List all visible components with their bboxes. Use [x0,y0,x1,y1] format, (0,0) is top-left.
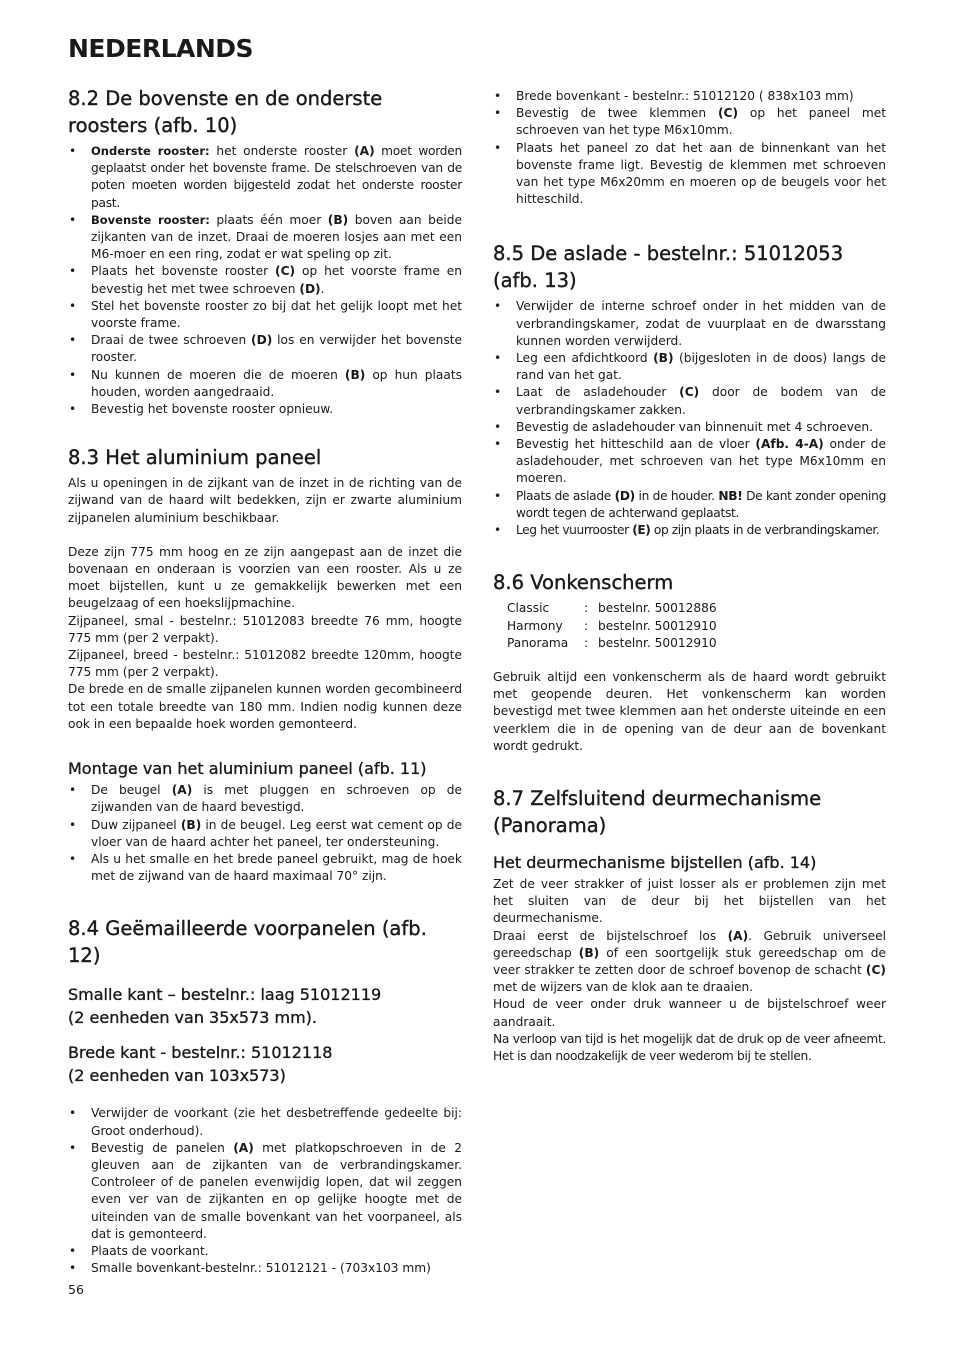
section-8-5 [493,240,886,539]
list-item: • Brede bovenkant - bestelnr.: 51012120 ( 838x103 mm) [493,88,886,105]
list-item: • Als u het smalle en het brede paneel gebruikt, mag de hoek met de zijwand van de haard maximaal 70° zijn. [68,851,462,885]
list-item: • Draai de twee schroeven (D) los en verwijder het bovenste rooster. [68,332,462,366]
section-8-2 [68,85,462,418]
list-item: • Verwijder de interne schroef onder in het midden van de verbrandingskamer, zodat de vuurplaat en de dwarsstang kunnen worden verwijderd. [493,298,886,350]
section-8-7-p2: Draai eerst de bijstelschroef los (A). Gebruik universeel gereedschap (B) of een soortgelijk stuk gereedschap om de veer strakker te zetten door de schroef bovenop de schacht (C) met de wijzers van de klok aan te draaien. [493,928,886,995]
list-item: • Duw zijpaneel (B) in de beugel. Leg eerst wat cement op de vloer van de haard achter het paneel, ter ondersteuning. [68,817,462,851]
section-8-3-wide-panel: Zijpaneel, breed - bestelnr.: 51012082 breedte 120mm, hoogte 775 mm (per 2 verpakt). [68,648,462,680]
section-8-3-dimensions: Deze zijn 775 mm hoog en ze zijn aangepast aan de inzet die bovenaan en onderaan is voorzien van een rooster. Als u ze moet bijstellen, kunt u ze gemakkelijk bewerken met een beugelzaag of een hoekslijpmachine. [68,544,462,611]
list-item: • Stel het bovenste rooster zo bij dat het gelijk loopt met het voorste frame. [68,298,462,332]
section-8-7-title: 8.7 Zelfsluitend deurmechanisme (Panorama) [493,787,822,838]
section-8-4-wide-subtitle: Brede kant - bestelnr.: 51012118 (2 eenheden van 103x573) [68,1043,333,1086]
section-8-3-subtitle: Montage van het aluminium paneel (afb. 11) [68,759,427,779]
section-8-7-p4: Na verloop van tijd is het mogelijk dat de druk op de veer afneemt. Het is dan noodzakelijk de veer wederom bij te stellen. [493,1031,886,1064]
section-8-5-list [493,298,886,539]
list-item: • Bevestig de asladehouder van binnenuit met 4 schroeven. [493,419,886,436]
section-8-3 [68,444,462,885]
section-8-6-title: 8.6 Vonkenscherm [493,571,674,595]
section-8-4 [68,915,462,1277]
right-column [493,88,886,1081]
list-item: • Plaats de voorkant. [68,1243,462,1260]
list-item: • Onderste rooster: het onderste rooster (A) moet worden geplaatst onder het bovenste frame. De stelschroeven van de poten moeten worden bijgesteld zodat het onderste rooster past. [68,143,462,212]
section-8-3-combination: De brede en de smalle zijpanelen kunnen worden gecombineerd tot een totale breedte van 180 mm. Indien nodig kunnen deze ook in een bepaalde hoek worden gemonteerd. [68,682,462,731]
section-8-7-subtitle: Het deurmechanisme bijstellen (afb. 14) [493,853,817,873]
spark-guard-parts-table [507,600,717,653]
section-8-2-list [68,143,462,418]
list-item: • Bevestig het bovenste rooster opnieuw. [68,401,462,418]
section-8-4-list [68,1105,462,1277]
section-8-6-text: Gebruik altijd een vonkenscherm als de haard wordt gebruikt met geopende deuren. Het vonkenscherm kan worden bevestigd met twee klemmen aan het onderste uiteinde en een veerklem die in de opening van de deur aan de bovenkant wordt gedrukt. [493,670,886,753]
left-column [68,85,462,1293]
section-8-3-list [68,782,462,885]
section-8-3-title: 8.3 Het aluminium paneel [68,446,322,470]
section-8-4-title: 8.4 Geëmailleerde voorpanelen (afb. 12) [68,917,427,968]
section-8-4-list-continued [493,88,886,208]
section-8-7-p1: Zet de veer strakker of juist losser als er problemen zijn met het sluiten van de deur bij het bijstellen van het deurmechanisme. [493,877,886,926]
list-item: • De beugel (A) is met pluggen en schroeven op de zijwanden van de haard bevestigd. [68,782,462,816]
list-item: • Bevestig de panelen (A) met platkopschroeven in de 2 gleuven aan de zijkanten van de verbrandingskamer. Controleer of de panelen evenwijdig lopen, dat wil zeggen even ver van de zijkanten en op gelijke hoogte met de uiteinden van de smalle bovenkant van het voorpaneel, als dat is gemonteerd. [68,1140,462,1243]
table-row: Harmony : bestelnr. 50012910 [507,618,717,633]
section-8-7-p3: Houd de veer onder druk wanneer u de bijstelschroef weer aandraait. [493,997,886,1029]
list-item: • Laat de asladehouder (C) door de bodem van de verbrandingskamer zakken. [493,384,886,418]
list-item: • Plaats de aslade (D) in de houder. NB! De kant zonder opening wordt tegen de achterwand geplaatst. [493,488,886,522]
list-item: • Verwijder de voorkant (zie het desbetreffende gedeelte bij: Groot onderhoud). [68,1105,462,1139]
section-8-2-title: 8.2 De bovenste en de onderste roosters (afb. 10) [68,87,383,137]
section-8-4-narrow-subtitle: Smalle kant – bestelnr.: laag 51012119 (2 eenheden van 35x573 mm). [68,985,382,1028]
section-8-5-title: 8.5 De aslade - bestelnr.: 51012053 (afb. 13) [493,242,844,293]
list-item: • Bovenste rooster: plaats één moer (B) boven aan beide zijkanten van de inzet. Draai de moeren losjes aan met een M6-moer en een ring, zodat er wat speling op zit. [68,212,462,264]
table-row: Panorama : bestelnr. 50012910 [507,636,717,651]
list-item: • Plaats het paneel zo dat het aan de binnenkant van het bovenste frame ligt. Bevestig de klemmen met schroeven van het type M6x20mm en moeren op de beugels voor het hitteschild. [493,140,886,209]
section-8-3-narrow-panel: Zijpaneel, smal - bestelnr.: 51012083 breedte 76 mm, hoogte 775 mm (per 2 verpakt). [68,613,462,645]
list-item: • Plaats het bovenste rooster (C) op het voorste frame en bevestig het met twee schroeven (D). [68,263,462,297]
list-item: • Leg het vuurrooster (E) op zijn plaats in de verbrandingskamer. [493,522,886,539]
list-item: • Bevestig het hitteschild aan de vloer (Afb. 4-A) onder de asladehouder, met schroeven van het type M6x10mm en moeren. [493,436,886,488]
list-item: • Nu kunnen de moeren die de moeren (B) op hun plaats houden, worden aangedraaid. [68,367,462,401]
list-item: • Leg een afdichtkoord (B) (bijgesloten in de doos) langs de rand van het gat. [493,350,886,384]
list-item: • Smalle bovenkant-bestelnr.: 51012121 - (703x103 mm) [68,1260,462,1277]
page-number: 56 [68,1282,84,1297]
list-item: • Bevestig de twee klemmen (C) op het paneel met schroeven van het type M6x10mm. [493,105,886,139]
section-8-7 [493,785,886,1065]
section-8-3-intro: Als u openingen in de zijkant van de inzet in de richting van de zijwand van de haard wilt bedekken, zijn er zwarte aluminium zijpanelen aluminium beschikbaar. [68,476,462,525]
page-title: NEDERLANDS [68,34,254,63]
table-row: Classic : bestelnr. 50012886 [507,601,717,616]
section-8-6 [493,569,886,755]
